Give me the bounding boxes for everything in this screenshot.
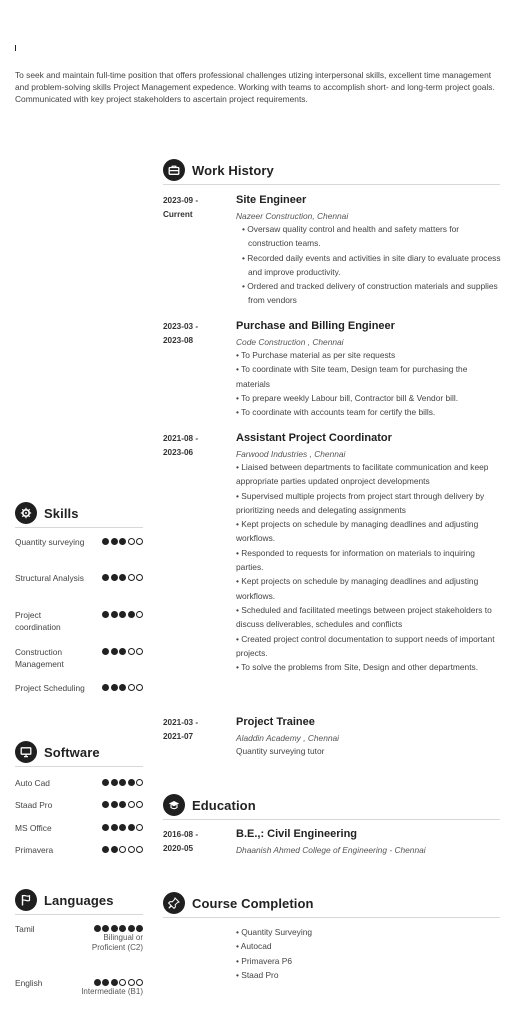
rating-dot-filled bbox=[119, 801, 126, 808]
courses-title: Course Completion bbox=[192, 895, 314, 911]
rating-dot-filled bbox=[102, 611, 109, 618]
software-row bbox=[15, 822, 143, 834]
rating-dot-filled bbox=[119, 779, 126, 786]
rating-dot-filled bbox=[128, 779, 135, 786]
bullet-item: • Kept projects on schedule by managing deadlines and adjusting workflows. bbox=[236, 519, 479, 544]
bullet-item: • To Purchase material as per site requests bbox=[236, 350, 396, 360]
job-title: Site Engineer bbox=[236, 194, 307, 206]
skill-name: Project coordination bbox=[15, 610, 61, 632]
skills-title: Skills bbox=[44, 505, 79, 521]
language-row bbox=[15, 977, 143, 997]
language-rating bbox=[94, 979, 144, 986]
languages-rule bbox=[15, 914, 143, 915]
date-end: 2021-07 bbox=[163, 731, 194, 741]
rating-dot-filled bbox=[111, 979, 118, 986]
rating-dot-filled bbox=[111, 846, 118, 853]
job-bullets bbox=[236, 460, 502, 674]
language-row bbox=[15, 923, 143, 953]
bullet-item: • Responded to requests for information on materials to inquiring parties. bbox=[236, 547, 475, 573]
rating-dot-empty bbox=[136, 574, 143, 581]
skill-row bbox=[15, 646, 143, 670]
rating-dot-filled bbox=[111, 824, 118, 831]
rating-dot-empty bbox=[136, 779, 143, 786]
rating-dot-filled bbox=[111, 574, 118, 581]
rating-dot-filled bbox=[119, 611, 126, 618]
flag-icon bbox=[15, 889, 37, 911]
skill-name: Quantity surveying bbox=[15, 537, 85, 547]
rating-dot-empty bbox=[136, 611, 143, 618]
job-dates bbox=[163, 320, 223, 347]
job-company: Nazeer Construction, Chennai bbox=[236, 211, 349, 221]
bullet-item: • Scheduled and facilitated meetings between project stakeholders to discuss deliverables, schedules and conflicts bbox=[236, 604, 492, 630]
rating-dot-filled bbox=[111, 648, 118, 655]
date-end: 2020-05 bbox=[163, 843, 194, 853]
rating-dot-filled bbox=[136, 925, 143, 932]
pin-icon bbox=[163, 892, 185, 914]
rating-dot-filled bbox=[102, 538, 109, 545]
languages-heading bbox=[15, 889, 114, 911]
rating-dot-empty bbox=[136, 684, 143, 691]
courses-rule bbox=[163, 917, 500, 918]
skill-row bbox=[15, 536, 143, 548]
software-name: MS Office bbox=[15, 823, 52, 833]
rating-dot-filled bbox=[128, 611, 135, 618]
course-item: • Quantity Surveying bbox=[236, 927, 313, 937]
course-item: • Staad Pro bbox=[236, 970, 279, 981]
education-entry bbox=[236, 827, 502, 856]
software-rating bbox=[102, 801, 143, 808]
language-name: English bbox=[15, 978, 43, 988]
skills-heading bbox=[15, 502, 79, 524]
skill-name: Construction Management bbox=[15, 647, 64, 669]
rating-dot-empty bbox=[136, 801, 143, 808]
date-end: 2023-06 bbox=[163, 447, 194, 457]
software-name: Staad Pro bbox=[15, 800, 53, 810]
bullet-item: • Oversaw quality control and health and safety matters for construction teams. bbox=[242, 224, 460, 249]
objective-text: To seek and maintain full-time position that offers professional challenges utizing interpersonal skills, excellent time management and problem-solving skills Project Management expedence. Working with teams to accomplish short- and long-term project goals. Communicated with key project stakeholders to ascertain project requirements. bbox=[15, 70, 495, 105]
education-title: Education bbox=[192, 797, 256, 813]
rating-dot-filled bbox=[102, 925, 109, 932]
job-dates bbox=[163, 194, 223, 221]
job-company: Farwood Industries , Chennai bbox=[236, 449, 346, 459]
date-start: 2023-09 - bbox=[163, 196, 199, 205]
work-history-rule bbox=[163, 184, 500, 185]
skill-name: Project Scheduling bbox=[15, 683, 85, 693]
rating-dot-filled bbox=[102, 574, 109, 581]
date-start: 2021-03 - bbox=[163, 718, 199, 727]
rating-dot-empty bbox=[128, 846, 135, 853]
course-item: • Autocad bbox=[236, 941, 272, 952]
gear-icon bbox=[15, 502, 37, 524]
bullet-item: • To coordinate with Site team, Design team for purchasing the materials bbox=[236, 364, 468, 389]
rating-dot-filled bbox=[111, 684, 118, 691]
date-end: 2023-08 bbox=[163, 335, 194, 345]
job-bullets bbox=[236, 348, 502, 419]
job-company: Code Construction , Chennai bbox=[236, 337, 344, 347]
rating-dot-empty bbox=[136, 648, 143, 655]
languages-title: Languages bbox=[44, 892, 114, 908]
skill-rating bbox=[102, 648, 143, 655]
date-start: 2021-08 - bbox=[163, 434, 199, 443]
rating-dot-filled bbox=[111, 538, 118, 545]
job-title: Assistant Project Coordinator bbox=[236, 432, 392, 444]
skill-rating bbox=[102, 574, 143, 581]
language-level: Intermediate (B1) bbox=[81, 987, 143, 996]
rating-dot-filled bbox=[102, 846, 109, 853]
education-rule bbox=[163, 819, 500, 820]
degree: B.E.,: Civil Engineering bbox=[236, 828, 358, 840]
software-rating bbox=[102, 779, 143, 786]
software-heading bbox=[15, 741, 100, 763]
skill-rating bbox=[102, 611, 143, 618]
rating-dot-empty bbox=[128, 648, 135, 655]
date-start: 2023-03 - bbox=[163, 322, 199, 331]
rating-dot-filled bbox=[128, 824, 135, 831]
rating-dot-filled bbox=[111, 779, 118, 786]
header-mark bbox=[15, 45, 16, 51]
rating-dot-filled bbox=[102, 684, 109, 691]
skills-rule bbox=[15, 527, 143, 528]
rating-dot-empty bbox=[128, 574, 135, 581]
work-history-title: Work History bbox=[192, 162, 274, 178]
language-name: Tamil bbox=[15, 924, 35, 934]
job-bullets bbox=[236, 222, 502, 308]
rating-dot-empty bbox=[136, 846, 143, 853]
courses-heading bbox=[163, 892, 314, 914]
course-item: • Primavera P6 bbox=[236, 955, 292, 966]
software-rating bbox=[102, 824, 143, 831]
rating-dot-filled bbox=[128, 925, 135, 932]
job-dates bbox=[163, 432, 223, 459]
rating-dot-empty bbox=[128, 979, 135, 986]
job-entry bbox=[236, 715, 502, 758]
job-title: Purchase and Billing Engineer bbox=[236, 320, 395, 332]
rating-dot-empty bbox=[128, 684, 135, 691]
rating-dot-filled bbox=[119, 925, 126, 932]
rating-dot-filled bbox=[102, 979, 109, 986]
bullet-item: • To prepare weekly Labour bill, Contractor bill & Vendor bill. bbox=[236, 392, 459, 403]
bullet-item: • Liaised between departments to facilitate communication and keep appropriate parties updated onproject developments bbox=[236, 462, 489, 487]
skill-rating bbox=[102, 538, 143, 545]
education-heading bbox=[163, 794, 256, 816]
rating-dot-filled bbox=[111, 611, 118, 618]
software-title: Software bbox=[44, 744, 100, 760]
rating-dot-filled bbox=[119, 538, 126, 545]
job-entry bbox=[236, 193, 502, 308]
rating-dot-filled bbox=[111, 801, 118, 808]
date-start: 2016-08 - bbox=[163, 830, 199, 839]
bullet-item: • Created project control documentation to support needs of important projects. bbox=[236, 633, 495, 658]
rating-dot-filled bbox=[102, 801, 109, 808]
language-rating bbox=[94, 925, 144, 932]
job-company: Aladdin Academy , Chennai bbox=[236, 733, 340, 743]
rating-dot-empty bbox=[136, 538, 143, 545]
software-row bbox=[15, 844, 143, 856]
bullet-item: • To coordinate with accounts team for certify the bills. bbox=[236, 407, 436, 418]
course-list bbox=[236, 925, 312, 983]
software-rule bbox=[15, 766, 143, 767]
work-history-heading bbox=[163, 159, 274, 181]
bullet-item: • Recorded daily events and activities in site diary to evaluate process and improve productivity. bbox=[242, 252, 501, 277]
skill-row bbox=[15, 682, 143, 694]
rating-dot-empty bbox=[128, 538, 135, 545]
rating-dot-filled bbox=[102, 824, 109, 831]
rating-dot-empty bbox=[136, 824, 143, 831]
job-entry bbox=[236, 431, 502, 674]
bullet-item: • Ordered and tracked delivery of construction materials and supplies from vendors bbox=[242, 281, 498, 306]
software-name: Auto Cad bbox=[15, 778, 50, 788]
rating-dot-filled bbox=[94, 925, 101, 932]
skill-name: Structural Analysis bbox=[15, 573, 84, 583]
rating-dot-filled bbox=[119, 684, 126, 691]
skill-row bbox=[15, 572, 143, 584]
job-description: Quantity surveying tutor bbox=[236, 746, 325, 756]
language-level: Bilingual or Proficient (C2) bbox=[91, 933, 143, 952]
rating-dot-filled bbox=[119, 824, 126, 831]
rating-dot-filled bbox=[102, 648, 109, 655]
bullet-item: • Kept projects on schedule by managing deadlines and adjusting workflows. bbox=[236, 576, 479, 601]
skill-rating bbox=[102, 684, 143, 691]
skill-row bbox=[15, 609, 143, 633]
rating-dot-filled bbox=[102, 779, 109, 786]
rating-dot-filled bbox=[119, 648, 126, 655]
graduation-cap-icon bbox=[163, 794, 185, 816]
rating-dot-filled bbox=[119, 574, 126, 581]
job-title: Project Trainee bbox=[236, 716, 315, 728]
software-rating bbox=[102, 846, 143, 853]
rating-dot-empty bbox=[136, 979, 143, 986]
software-row bbox=[15, 777, 143, 789]
rating-dot-filled bbox=[111, 925, 118, 932]
rating-dot-empty bbox=[128, 801, 135, 808]
rating-dot-empty bbox=[119, 846, 126, 853]
software-row bbox=[15, 799, 143, 811]
bullet-item: • Supervised multiple projects from project start through delivery by prioritizing needs and delegating assignments bbox=[236, 490, 485, 515]
school: Dhaanish Ahmed College of Engineering - Chennai bbox=[236, 845, 426, 855]
monitor-icon bbox=[15, 741, 37, 763]
rating-dot-empty bbox=[119, 979, 126, 986]
bullet-item: • To solve the problems from Site, Design and other departments. bbox=[236, 662, 479, 673]
rating-dot-filled bbox=[94, 979, 101, 986]
date-end: Current bbox=[163, 209, 193, 219]
job-dates bbox=[163, 716, 223, 743]
job-entry bbox=[236, 319, 502, 419]
education-dates bbox=[163, 828, 223, 855]
briefcase-icon bbox=[163, 159, 185, 181]
software-name: Primavera bbox=[15, 845, 54, 855]
